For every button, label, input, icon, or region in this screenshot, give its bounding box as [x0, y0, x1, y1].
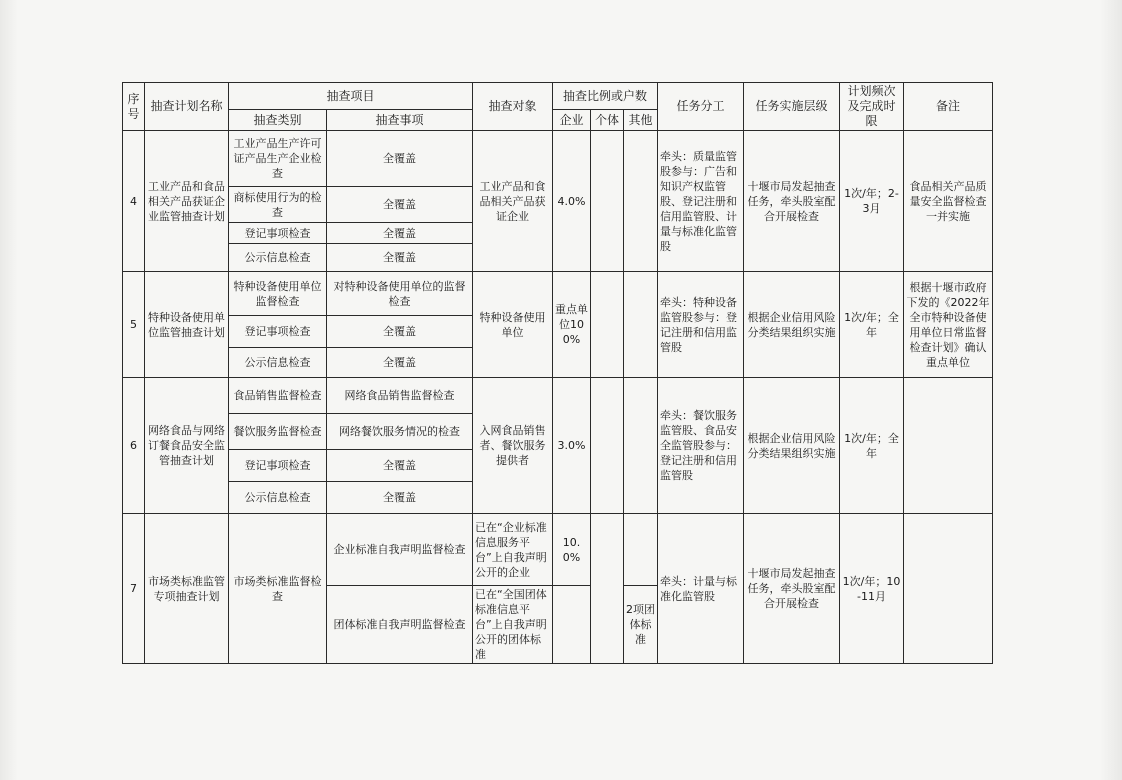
row-frequency: 1次/年；全年 — [840, 378, 904, 514]
inspection-plan-table — [122, 82, 993, 664]
row-target: 特种设备使用单位 — [473, 272, 553, 378]
row-matter: 全覆盖 — [327, 348, 473, 378]
row-plan-name: 特种设备使用单位监管抽查计划 — [145, 272, 229, 378]
row-remark — [904, 514, 993, 664]
row-category: 登记事项检查 — [229, 223, 327, 244]
row-matter: 网络食品销售监督检查 — [327, 378, 473, 414]
header-items-group: 抽查项目 — [229, 83, 473, 110]
row-individual-ratio — [591, 131, 624, 272]
row-enterprise-ratio — [553, 586, 591, 664]
row-frequency: 1次/年；10-11月 — [840, 514, 904, 664]
row-matter: 全覆盖 — [327, 316, 473, 348]
row-division: 牵头：计量与标准化监管股 — [658, 514, 744, 664]
row-matter: 全覆盖 — [327, 131, 473, 187]
row-remark — [904, 378, 993, 514]
row-plan-name: 网络食品与网络订餐食品安全监管抽查计划 — [145, 378, 229, 514]
row-category: 公示信息检查 — [229, 482, 327, 514]
row-target: 工业产品和食品相关产品获证企业 — [473, 131, 553, 272]
row-other-ratio — [624, 378, 658, 514]
row-individual-ratio — [591, 272, 624, 378]
header-row-1 — [123, 83, 993, 110]
row-category: 市场类标准监督检查 — [229, 514, 327, 664]
row-matter: 对特种设备使用单位的监督检查 — [327, 272, 473, 316]
row-other-ratio — [624, 514, 658, 586]
header-seq: 序号 — [123, 83, 145, 131]
header-target: 抽查对象 — [473, 83, 553, 131]
header-individual: 个体 — [591, 110, 624, 131]
row-seq: 7 — [123, 514, 145, 664]
row-frequency: 1次/年；2-3月 — [840, 131, 904, 272]
header-level: 任务实施层级 — [744, 83, 840, 131]
row-category: 登记事项检查 — [229, 450, 327, 482]
row-level: 根据企业信用风险分类结果组织实施 — [744, 378, 840, 514]
header-other: 其他 — [624, 110, 658, 131]
row-target: 已在“全国团体标准信息平台”上自我声明公开的团体标准 — [473, 586, 553, 664]
header-enterprise: 企业 — [553, 110, 591, 131]
table-row — [123, 272, 993, 316]
row-target: 已在“企业标准信息服务平台”上自我声明公开的企业 — [473, 514, 553, 586]
header-frequency: 计划频次及完成时限 — [840, 83, 904, 131]
row-category: 餐饮服务监督检查 — [229, 414, 327, 450]
row-category: 公示信息检查 — [229, 348, 327, 378]
row-individual-ratio — [591, 378, 624, 514]
row-level: 十堰市局发起抽查任务，牵头股室配合开展检查 — [744, 131, 840, 272]
row-matter: 网络餐饮服务情况的检查 — [327, 414, 473, 450]
row-category: 特种设备使用单位监督检查 — [229, 272, 327, 316]
row-plan-name: 市场类标准监管专项抽查计划 — [145, 514, 229, 664]
row-seq: 5 — [123, 272, 145, 378]
row-frequency: 1次/年；全年 — [840, 272, 904, 378]
row-enterprise-ratio: 3.0% — [553, 378, 591, 514]
header-remark: 备注 — [904, 83, 993, 131]
row-other-ratio — [624, 272, 658, 378]
row-enterprise-ratio: 重点单位100% — [553, 272, 591, 378]
row-matter: 全覆盖 — [327, 187, 473, 223]
row-matter: 企业标准自我声明监督检查 — [327, 514, 473, 586]
row-category: 食品销售监督检查 — [229, 378, 327, 414]
row-division: 牵头：餐饮服务监管股、食品安全监管股参与：登记注册和信用监管股 — [658, 378, 744, 514]
row-seq: 4 — [123, 131, 145, 272]
row-matter: 全覆盖 — [327, 482, 473, 514]
row-matter: 全覆盖 — [327, 244, 473, 272]
row-plan-name: 工业产品和食品相关产品获证企业监管抽查计划 — [145, 131, 229, 272]
row-other-ratio — [624, 131, 658, 272]
row-remark: 食品相关产品质量安全监督检查一并实施 — [904, 131, 993, 272]
row-enterprise-ratio: 10.0% — [553, 514, 591, 586]
row-category: 公示信息检查 — [229, 244, 327, 272]
row-matter: 全覆盖 — [327, 450, 473, 482]
row-division: 牵头：特种设备监管股参与：登记注册和信用监管股 — [658, 272, 744, 378]
header-ratio-group: 抽查比例或户数 — [553, 83, 658, 110]
row-remark: 根据十堰市政府下发的《2022年全市特种设备使用单位日常监督检查计划》确认重点单位 — [904, 272, 993, 378]
row-individual-ratio — [591, 514, 624, 664]
row-other-ratio: 2项团体标准 — [624, 586, 658, 664]
row-level: 十堰市局发起抽查任务，牵头股室配合开展检查 — [744, 514, 840, 664]
row-level: 根据企业信用风险分类结果组织实施 — [744, 272, 840, 378]
header-plan-name: 抽查计划名称 — [145, 83, 229, 131]
row-matter: 全覆盖 — [327, 223, 473, 244]
row-enterprise-ratio: 4.0% — [553, 131, 591, 272]
row-category: 商标使用行为的检查 — [229, 187, 327, 223]
row-target: 入网食品销售者、餐饮服务提供者 — [473, 378, 553, 514]
row-division: 牵头：质量监管股参与：广告和知识产权监管股、登记注册和信用监管股、计量与标准化监管股 — [658, 131, 744, 272]
header-matter: 抽查事项 — [327, 110, 473, 131]
header-division: 任务分工 — [658, 83, 744, 131]
table-row — [123, 514, 993, 586]
row-matter: 团体标准自我声明监督检查 — [327, 586, 473, 664]
table-row — [123, 378, 993, 414]
row-category: 登记事项检查 — [229, 316, 327, 348]
row-seq: 6 — [123, 378, 145, 514]
row-category: 工业产品生产许可证产品生产企业检查 — [229, 131, 327, 187]
table-row — [123, 131, 993, 187]
header-category: 抽查类别 — [229, 110, 327, 131]
